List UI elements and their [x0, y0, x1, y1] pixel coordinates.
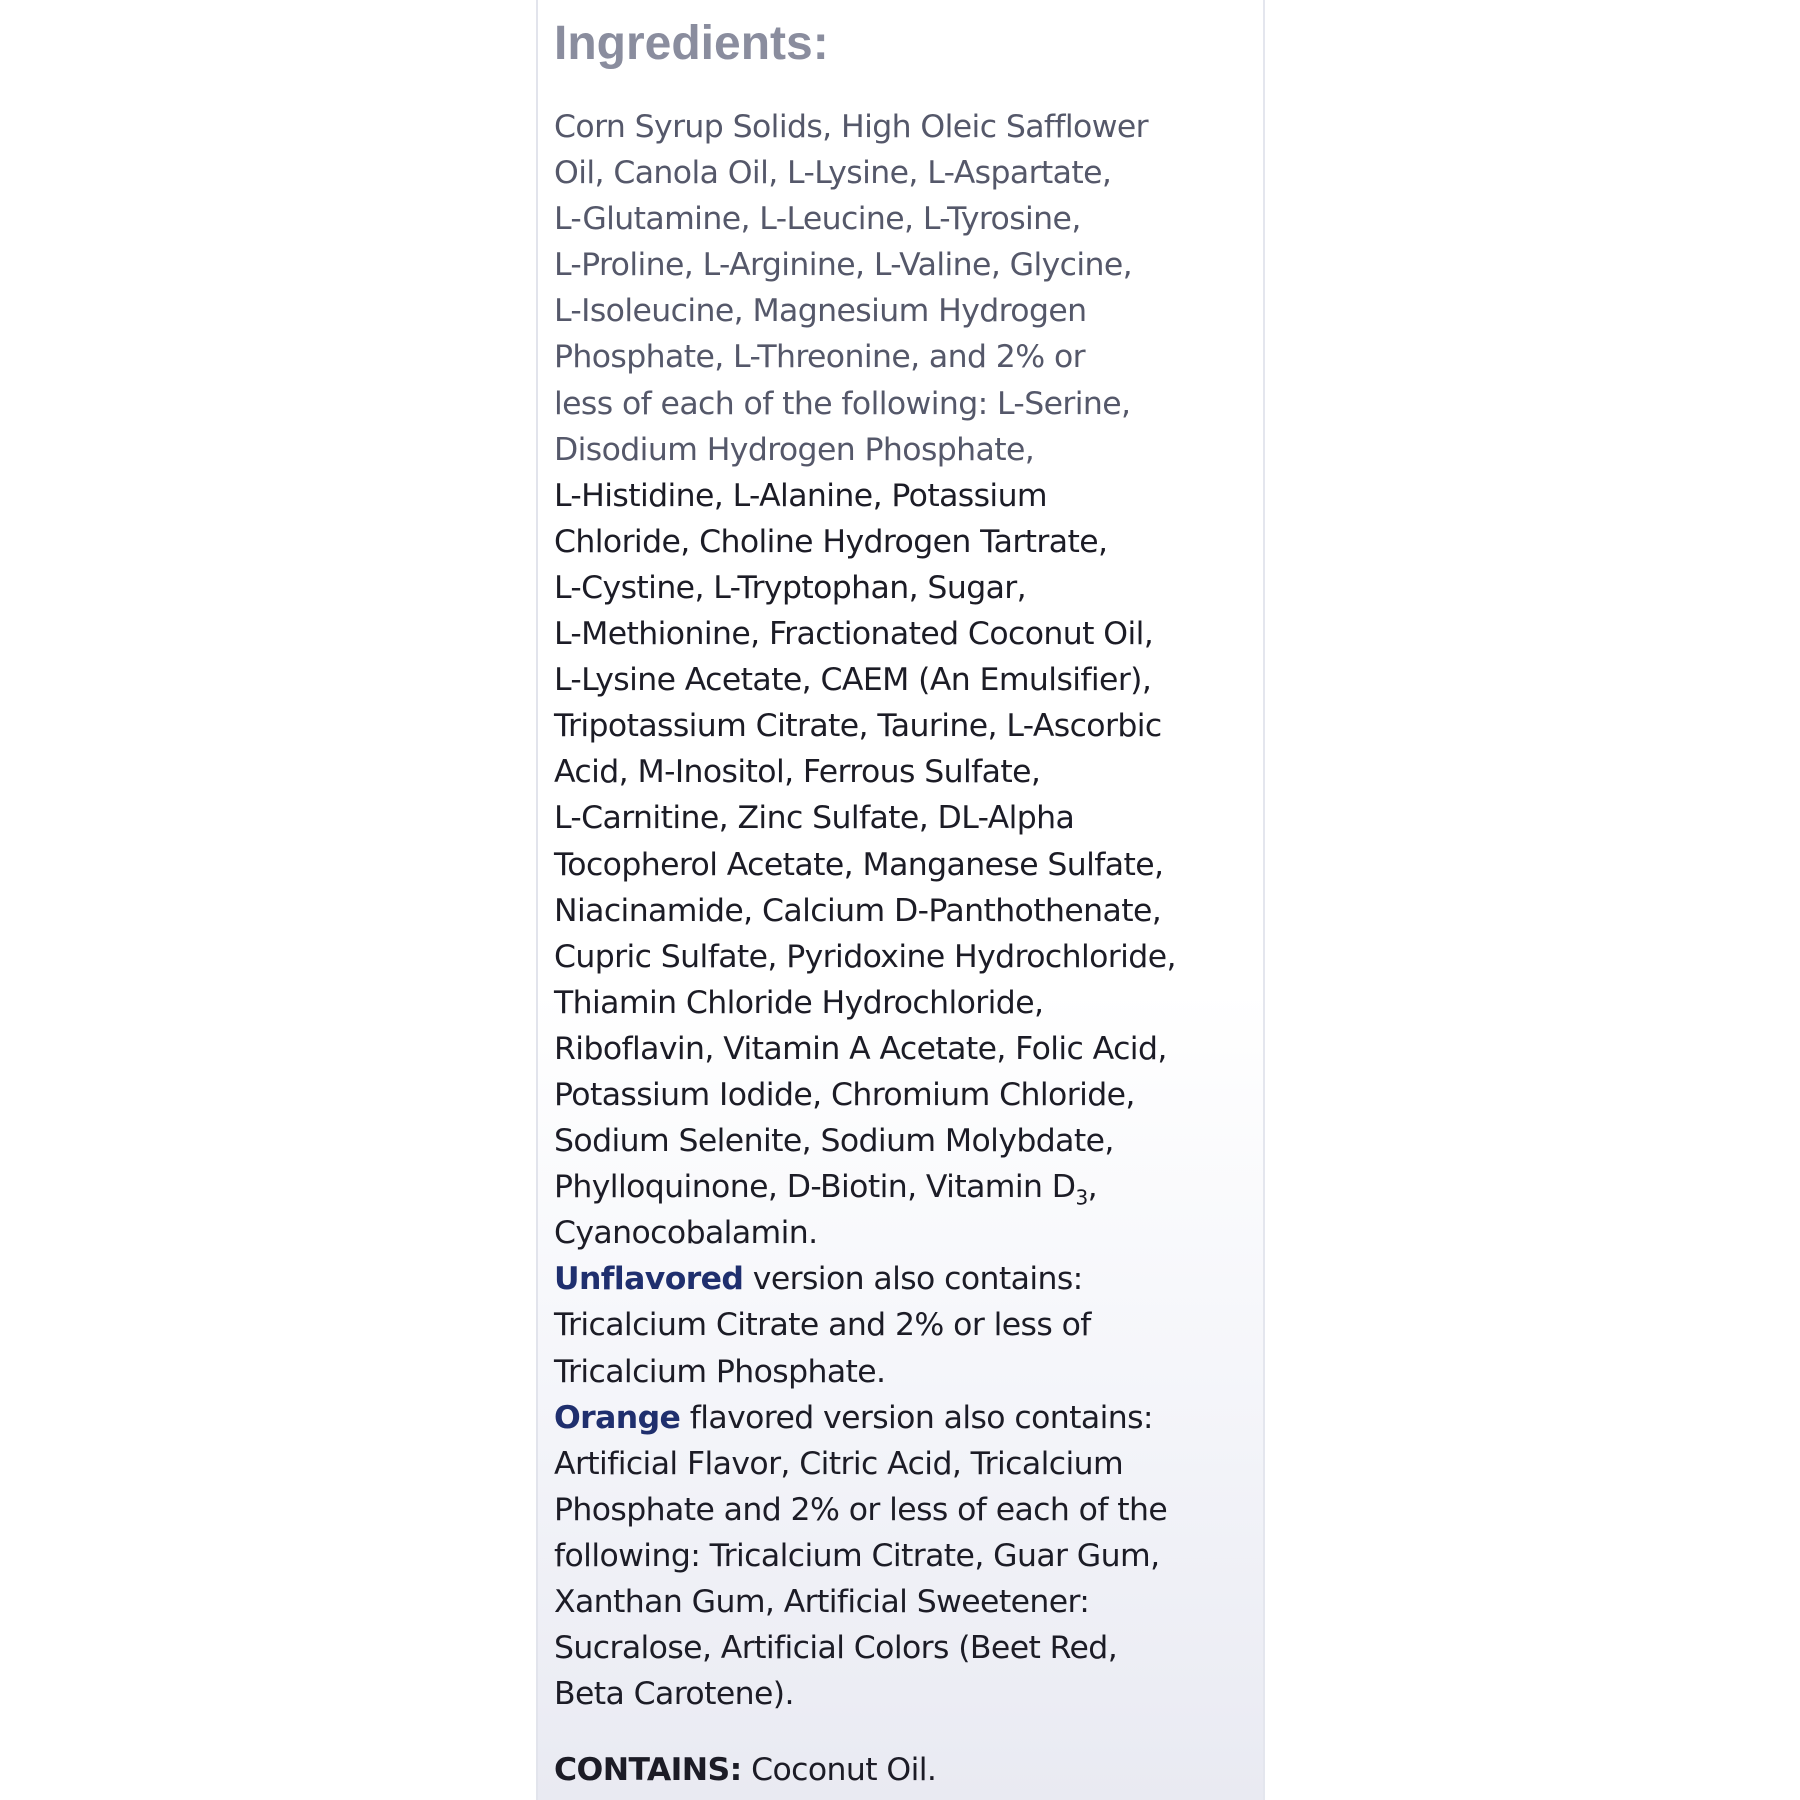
- ingredient-line: Potassium Iodide, Chromium Chloride,: [554, 1076, 1135, 1113]
- ingredient-line: Cupric Sulfate, Pyridoxine Hydrochloride,: [554, 938, 1176, 975]
- vitamin-d-subscript: 3: [1075, 1185, 1088, 1210]
- orange-line: Beta Carotene).: [554, 1676, 794, 1713]
- ingredient-line-text: Phylloquinone, D-Biotin, Vitamin D: [554, 1169, 1076, 1206]
- orange-line: Artificial Flavor, Citric Acid, Tricalcium: [554, 1445, 1124, 1482]
- allergen-statement: [554, 1747, 1254, 1793]
- orange-intro-text: flavored version also contains:: [680, 1399, 1153, 1436]
- ingredient-line: Oil, Canola Oil, L-Lysine, L-Aspartate,: [554, 155, 1112, 192]
- ingredient-line: L-Proline, L-Arginine, L-Valine, Glycine,: [554, 247, 1133, 284]
- unflavored-line: Tricalcium Citrate and 2% or less of: [554, 1307, 1091, 1344]
- orange-line: Xanthan Gum, Artificial Sweetener:: [554, 1584, 1090, 1620]
- ingredient-line: Tripotassium Citrate, Taurine, L-Ascorbic: [554, 708, 1162, 745]
- orange-label: Orange: [554, 1399, 681, 1436]
- contains-label: CONTAINS:: [554, 1752, 742, 1789]
- ingredient-line: Sodium Selenite, Sodium Molybdate,: [554, 1123, 1114, 1160]
- orange-intro: [554, 1395, 1254, 1441]
- spacer: [554, 1717, 1254, 1747]
- unflavored-label: Unflavored: [554, 1261, 744, 1298]
- label-content: [554, 8, 1254, 1793]
- ingredient-line: Chloride, Choline Hydrogen Tartrate,: [554, 523, 1108, 560]
- orange-line: Sucralose, Artificial Colors (Beet Red,: [554, 1630, 1118, 1667]
- ingredient-line: Acid, M-Inositol, Ferrous Sulfate,: [554, 754, 1041, 791]
- ingredient-line: L-Glutamine, L-Leucine, L-Tyrosine,: [554, 201, 1081, 238]
- unflavored-intro-text: version also contains:: [743, 1261, 1083, 1298]
- orange-line: following: Tricalcium Citrate, Guar Gum,: [554, 1537, 1160, 1574]
- ingredient-line: L-Histidine, L-Alanine, Potassium: [554, 477, 1048, 514]
- ingredient-line: Disodium Hydrogen Phosphate,: [554, 431, 1035, 468]
- orange-line: Phosphate and 2% or less of each of the: [554, 1491, 1168, 1528]
- ingredient-line: Corn Syrup Solids, High Oleic Safflower: [554, 109, 1149, 145]
- ingredients-list: [554, 104, 1254, 1717]
- ingredient-line: Riboflavin, Vitamin A Acetate, Folic Acid,: [554, 1030, 1167, 1067]
- ingredients-label-panel: [536, 0, 1265, 1800]
- ingredient-line: Phosphate, L-Threonine, and 2% or: [554, 339, 1086, 376]
- ingredient-line: L-Lysine Acetate, CAEM (An Emulsifier),: [554, 662, 1152, 699]
- ingredient-line: less of each of the following: L-Serine,: [554, 385, 1131, 422]
- ingredient-line: Niacinamide, Calcium D-Panthothenate,: [554, 892, 1162, 929]
- ingredient-line: L-Methionine, Fractionated Coconut Oil,: [554, 616, 1154, 653]
- ingredient-line: L-Carnitine, Zinc Sulfate, DL-Alpha: [554, 800, 1075, 837]
- ingredient-line: L-Cystine, L-Tryptophan, Sugar,: [554, 569, 1027, 606]
- ingredient-line: Thiamin Chloride Hydrochloride,: [554, 984, 1044, 1021]
- ingredients-heading: Ingredients:: [554, 17, 829, 70]
- ingredient-line: Cyanocobalamin.: [554, 1215, 818, 1252]
- ingredient-line: Tocopherol Acetate, Manganese Sulfate,: [554, 846, 1164, 883]
- unflavored-intro: [554, 1256, 1254, 1302]
- contains-value: Coconut Oil.: [741, 1752, 937, 1789]
- unflavored-line: Tricalcium Phosphate.: [554, 1353, 886, 1390]
- ingredient-line: L-Isoleucine, Magnesium Hydrogen: [554, 293, 1087, 330]
- ingredient-line-vitamin-d: [554, 1164, 1254, 1210]
- vitamin-d-comma: ,: [1087, 1169, 1097, 1206]
